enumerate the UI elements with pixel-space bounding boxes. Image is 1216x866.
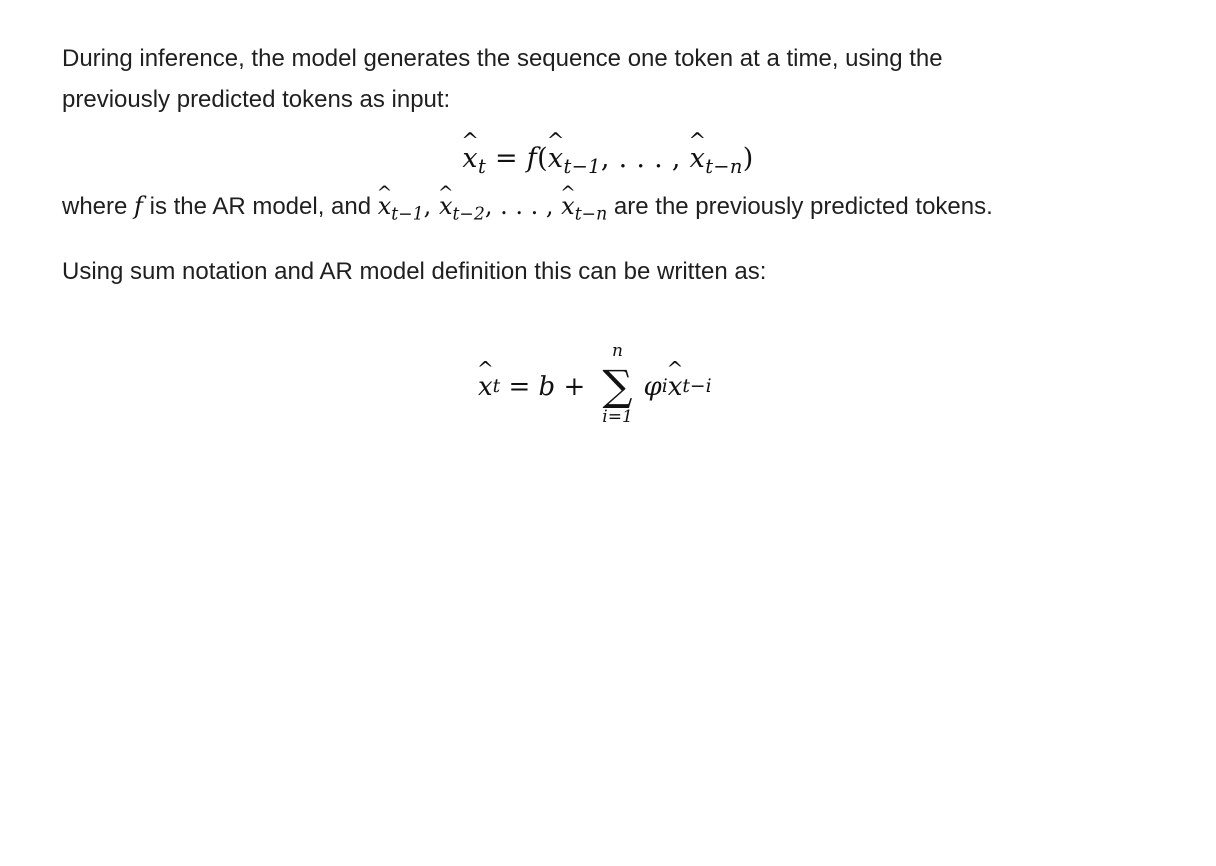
x-hat-arg1: ^ x [548, 143, 564, 174]
open-paren: ( [537, 143, 548, 174]
x-hat-term: ^ x [668, 372, 683, 402]
sum-upper-limit: n [612, 341, 623, 361]
equation-sum: ^ x t = b + n ∑ i=1 φ i ^ x t−i [478, 343, 712, 431]
x-hat-lhs: ^ x [478, 372, 493, 402]
paragraph-sum-notation: Using sum notation and AR model definition this can be written as: [62, 258, 767, 285]
where-text-middle: is the AR model, and [142, 193, 378, 220]
phi-coefficient: φ [643, 372, 662, 402]
f-symbol: f [134, 192, 143, 220]
function-f: f [526, 143, 538, 174]
where-text-start: where [62, 193, 135, 220]
x-hat-arg2: ^ x [690, 143, 706, 174]
arg2-subscript: t−n [705, 155, 743, 179]
sigma-icon: ∑ [602, 361, 633, 410]
bias-b: b [538, 372, 556, 402]
plus-sign: + [555, 372, 594, 402]
close-paren: ) [742, 143, 754, 174]
x-hat-symbol: ^ x [561, 186, 575, 227]
token-t2-subscript: t−2 [452, 204, 485, 225]
arg1-subscript: t−1 [563, 155, 601, 179]
summation [596, 343, 640, 431]
paragraph-where [62, 186, 1182, 227]
equation-inference-math [462, 143, 754, 179]
x-hat-symbol: ^ x [439, 186, 453, 227]
equation-inference [0, 143, 1216, 179]
token-t1-subscript: t−1 [391, 204, 424, 225]
equals-sign: = [500, 372, 539, 402]
token-ellipsis: , . . . , [484, 192, 562, 220]
where-text-end: are the previously predicted tokens. [607, 193, 993, 220]
ellipsis: , . . . , [600, 143, 690, 174]
x-hat-lhs: ^ x [462, 143, 478, 174]
token-tn-subscript: t−n [574, 204, 608, 225]
sum-lower-limit: i=1 [602, 407, 633, 427]
x-hat-symbol: ^ x [378, 186, 392, 227]
paragraph-inference: During inference, the model generates the sequence one token at a time, using the previously predicted tokens as input: [62, 45, 943, 113]
equals-sign: = [486, 143, 527, 174]
token-separator: , [423, 192, 439, 220]
lhs-subscript: t [477, 155, 487, 179]
inline-token-list [377, 192, 608, 225]
